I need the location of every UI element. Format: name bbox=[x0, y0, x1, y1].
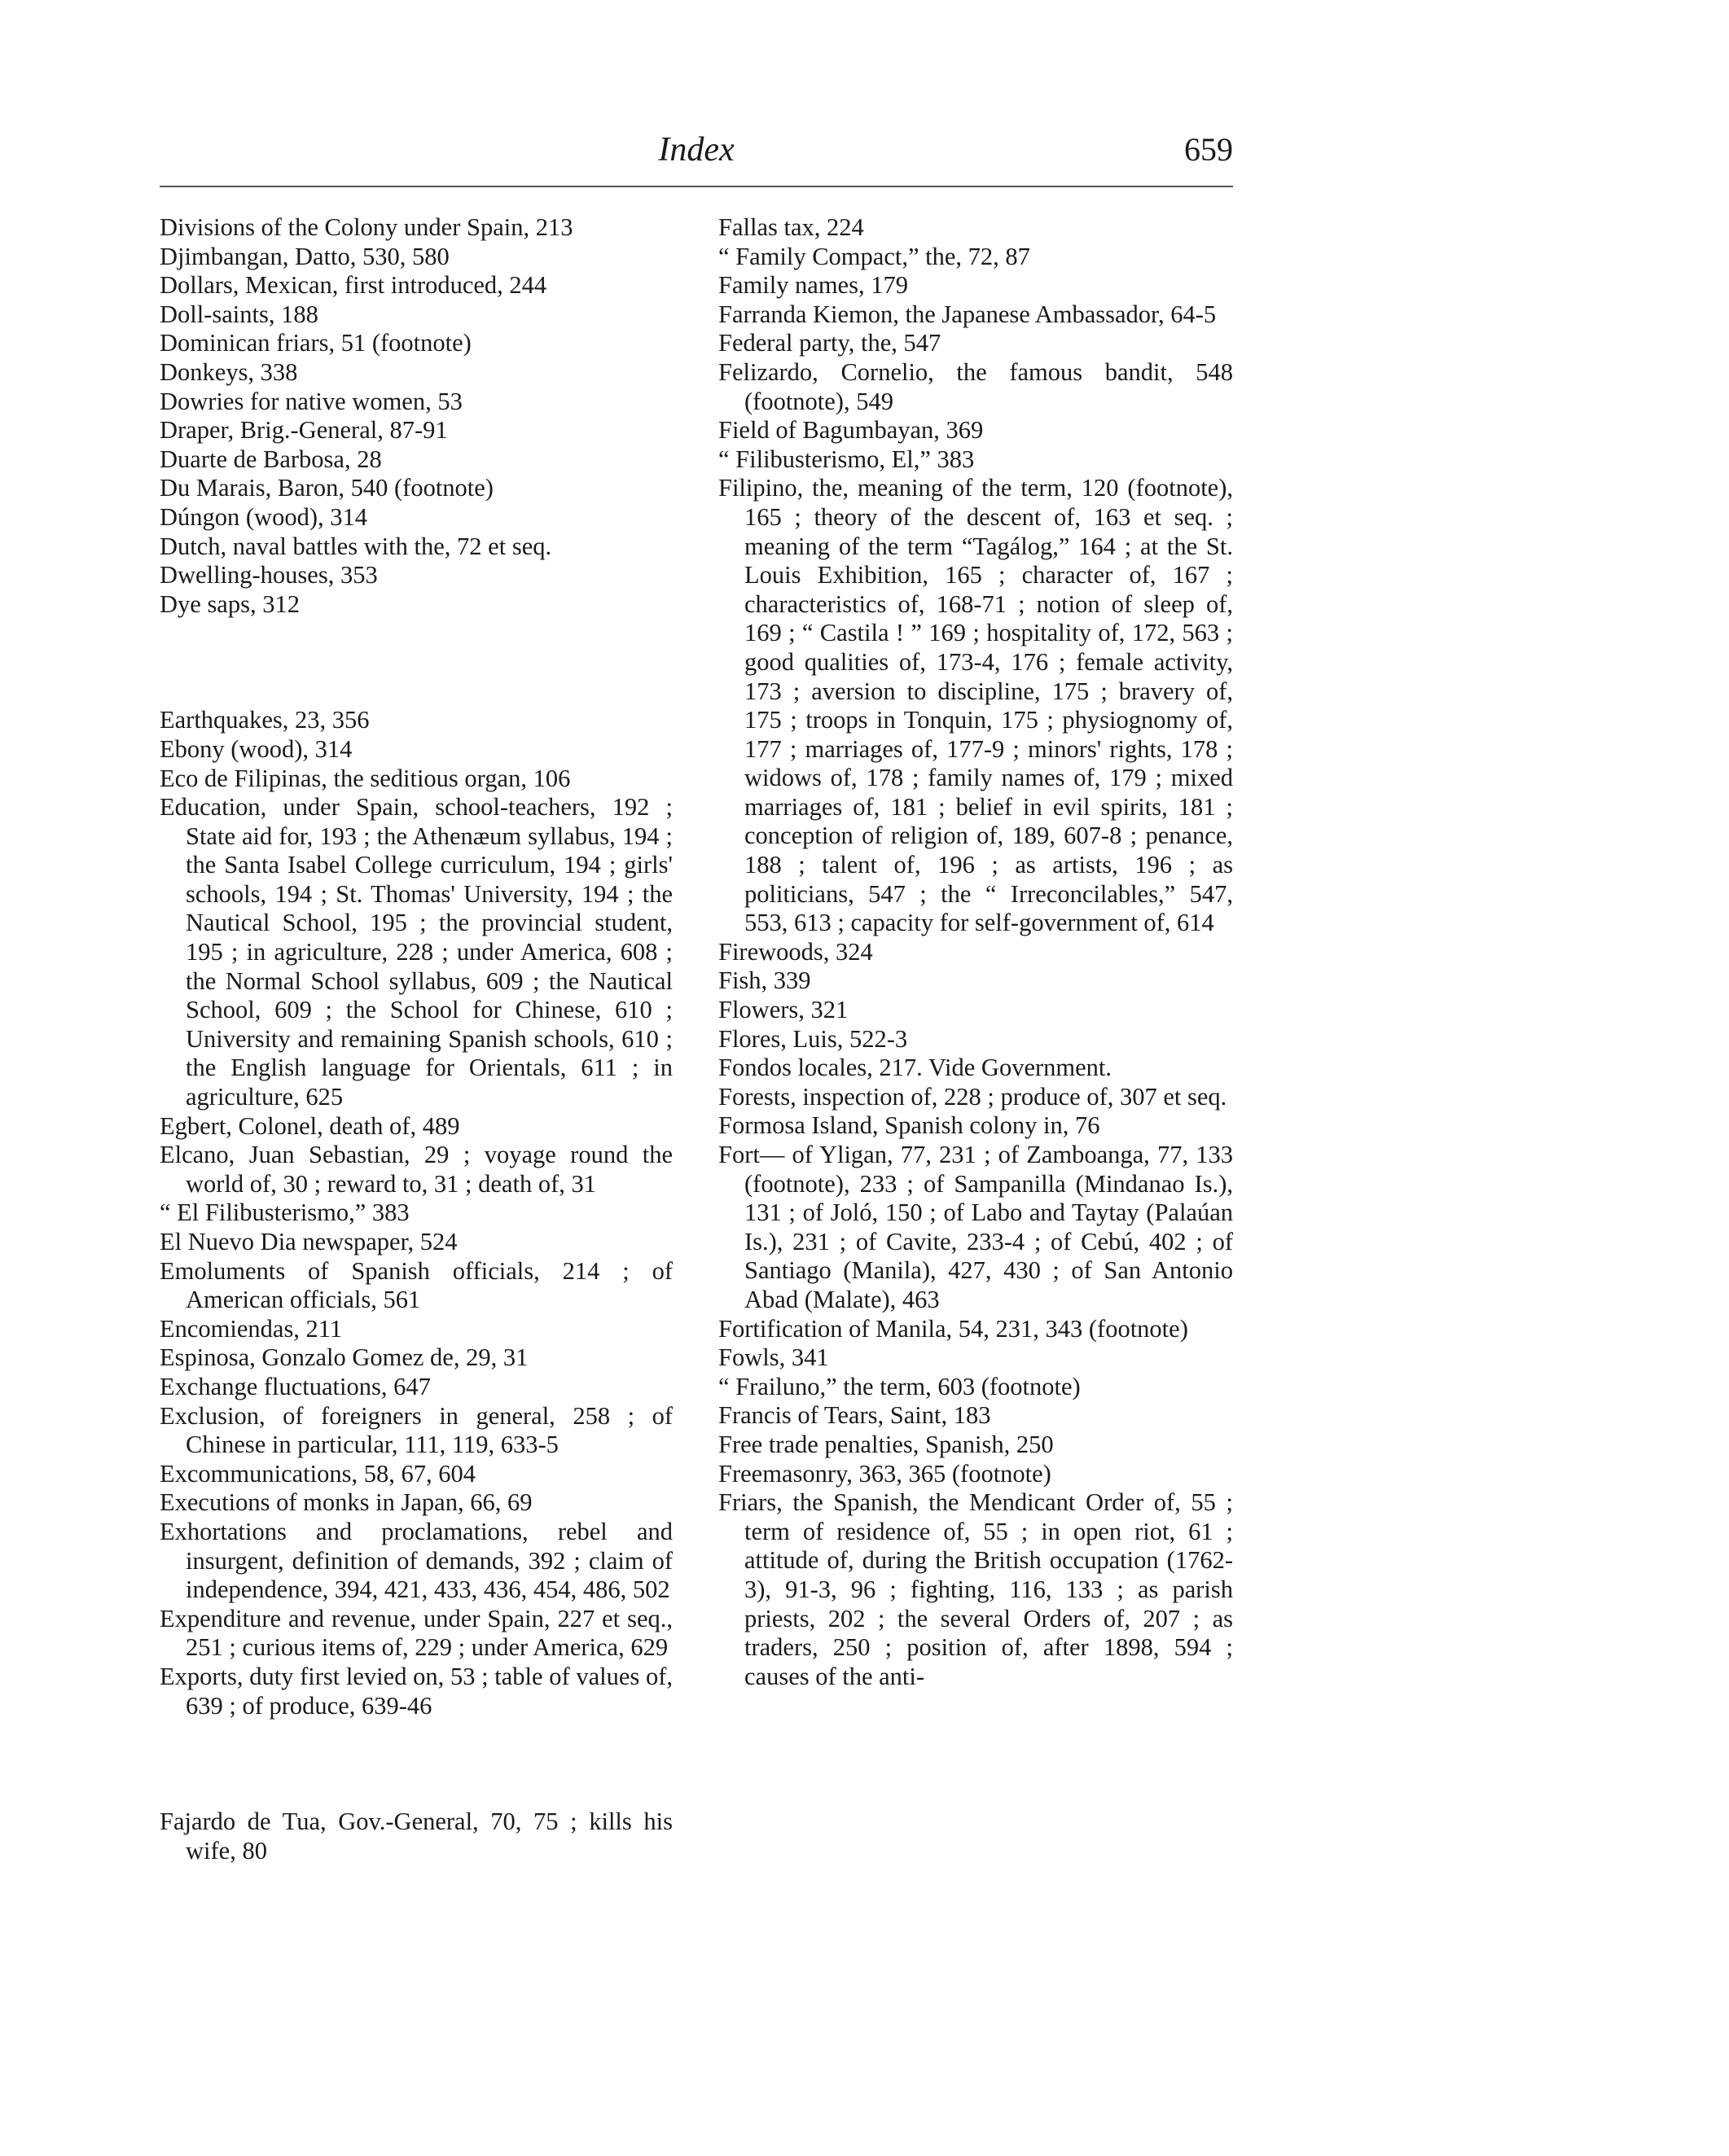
index-entry: Friars, the Spanish, the Mendicant Order of, 55 ; term of residence of, 55 ; in open riot, 61 ; attitude of, during the British occupation (1762-3), 91-3, 96 ; fighting, 116, 133 ; as parish priests, 202 ; the several Orders of, 207 ; as traders, 250 ; position of, after 1898, 594 ; causes of the anti- bbox=[718, 1488, 1233, 1690]
index-entry: Dye saps, 312 bbox=[160, 589, 300, 618]
index-entry: Elcano, Juan Sebastian, 29 ; voyage round the world of, 30 ; reward to, 31 ; death of, 31 bbox=[160, 1141, 673, 1198]
section-gap bbox=[160, 619, 673, 706]
index-entry: Fish, 339 bbox=[718, 966, 811, 995]
index-entry: Forests, inspection of, 228 ; produce of, 307 et seq. bbox=[718, 1082, 1227, 1111]
index-entry: Francis of Tears, Saint, 183 bbox=[718, 1401, 991, 1430]
index-entry: Djimbangan, Datto, 530, 580 bbox=[160, 242, 450, 270]
index-entry: Emoluments of Spanish officials, 214 ; of American officials, 561 bbox=[160, 1256, 673, 1314]
index-entry: “ El Filibusterismo,” 383 bbox=[160, 1199, 410, 1227]
index-entry: Fajardo de Tua, Gov.-General, 70, 75 ; kills his wife, 80 bbox=[160, 1808, 673, 1865]
index-entry: Espinosa, Gonzalo Gomez de, 29, 31 bbox=[160, 1343, 529, 1372]
index-entry: Freemasonry, 363, 365 (footnote) bbox=[718, 1459, 1051, 1488]
index-entry: Draper, Brig.-General, 87-91 bbox=[160, 416, 448, 445]
index-entry: Exchange fluctuations, 647 bbox=[160, 1372, 431, 1400]
index-entry: Dollars, Mexican, first introduced, 244 bbox=[160, 271, 547, 300]
index-entry: Firewoods, 324 bbox=[718, 937, 873, 966]
index-entry: Duarte de Barbosa, 28 bbox=[160, 445, 382, 473]
index-entry: Free trade penalties, Spanish, 250 bbox=[718, 1430, 1054, 1458]
running-title: Index bbox=[658, 131, 735, 169]
index-entry: Exhortations and proclamations, rebel and insurgent, definition of demands, 392 ; claim of independence, 394, 421, 433, 436, 454, 486, 502 bbox=[160, 1517, 673, 1604]
index-entry: Fowls, 341 bbox=[718, 1343, 829, 1372]
index-entry: “ Frailuno,” the term, 603 (footnote) bbox=[718, 1372, 1081, 1400]
index-entry: Dowries for native women, 53 bbox=[160, 387, 463, 415]
index-entry: Earthquakes, 23, 356 bbox=[160, 706, 370, 734]
index-entry: Dúngon (wood), 314 bbox=[160, 502, 367, 531]
index-entry: Dominican friars, 51 (footnote) bbox=[160, 329, 472, 357]
index-entry: Education, under Spain, school-teachers, 192 ; State aid for, 193 ; the Athenæum syllabus, 194 ; the Santa Isabel College curriculum, 194 ; girls' schools, 194 ; St. Thomas' University, 194 ; the Nautical School, 195 ; the provincial student, 195 ; in agriculture, 228 ; under America, 608 ; the Normal School syllabus, 609 ; the Nautical School, 609 ; the School for Chinese, 610 ; University and remaining Spanish schools, 610 ; the English language for Orientals, 611 ; in agriculture, 625 bbox=[160, 793, 673, 1111]
index-entry: Eco de Filipinas, the seditious organ, 106 bbox=[160, 764, 571, 792]
index-entry: Felizardo, Cornelio, the famous bandit, 548 (footnote), 549 bbox=[718, 357, 1233, 415]
index-entry: Fallas tax, 224 bbox=[718, 213, 864, 241]
index-entry: Egbert, Colonel, death of, 489 bbox=[160, 1111, 460, 1140]
index-entry: Expenditure and revenue, under Spain, 227 et seq., 251 ; curious items of, 229 ; under America, 629 bbox=[160, 1604, 673, 1662]
index-column-right bbox=[718, 213, 1233, 1691]
index-entry: Flores, Luis, 522-3 bbox=[718, 1024, 908, 1053]
index-entry: Du Marais, Baron, 540 (footnote) bbox=[160, 474, 494, 502]
index-entry: Encomiendas, 211 bbox=[160, 1314, 343, 1343]
index-entry: Farranda Kiemon, the Japanese Ambassador, 64-5 bbox=[718, 300, 1217, 328]
index-entry: El Nuevo Dia newspaper, 524 bbox=[160, 1228, 458, 1255]
index-entry: Exports, duty first levied on, 53 ; table of values of, 639 ; of produce, 639-46 bbox=[160, 1662, 673, 1720]
index-entry: Filipino, the, meaning of the term, 120 (footnote), 165 ; theory of the descent of, 163 et seq. ; meaning of the term “Tagálog,” 164 ; at the St. Louis Exhibition, 165 ; character of, 167 ; characteristics of, 168-71 ; notion of sleep of, 169 ; “ Castila ! ” 169 ; hospitality of, 172, 563 ; good qualities of, 173-4, 176 ; female activity, 173 ; aversion to discipline, 175 ; bravery of, 175 ; troops in Tonquin, 175 ; physiognomy of, 177 ; marriages of, 177-9 ; minors' rights, 178 ; widows of, 178 ; family names of, 179 ; mixed marriages of, 181 ; belief in evil spirits, 181 ; conception of religion of, 189, 607-8 ; penance, 188 ; talent of, 196 ; as artists, 196 ; as politicians, 547 ; the “ Irreconcilables,” 547, 553, 613 ; capacity for self-government of, 614 bbox=[718, 474, 1233, 937]
index-entry: Excommunications, 58, 67, 604 bbox=[160, 1459, 476, 1488]
index-entry: Exclusion, of foreigners in general, 258 ; of Chinese in particular, 111, 119, 633-5 bbox=[160, 1401, 673, 1459]
index-entry: Fort— of Yligan, 77, 231 ; of Zamboanga, 77, 133 (footnote), 233 ; of Sampanilla (Mindanao Is.), 131 ; of Joló, 150 ; of Labo and Taytay (Palaúan Is.), 231 ; of Cavite, 233-4 ; of Cebú, 402 ; of Santiago (Manila), 427, 430 ; of San Antonio Abad (Malate), 463 bbox=[718, 1141, 1233, 1313]
index-entry: Formosa Island, Spanish colony in, 76 bbox=[718, 1111, 1100, 1140]
index-entry: Donkeys, 338 bbox=[160, 357, 298, 386]
index-entry: Field of Bagumbayan, 369 bbox=[718, 416, 984, 445]
index-entry: Federal party, the, 547 bbox=[718, 329, 941, 357]
index-entry: Dwelling-houses, 353 bbox=[160, 561, 378, 589]
page-number: 659 bbox=[1184, 131, 1233, 168]
index-entry: Flowers, 321 bbox=[718, 996, 849, 1024]
index-entry: Fortification of Manila, 54, 231, 343 (footnote) bbox=[718, 1314, 1188, 1343]
index-entry: Doll-saints, 188 bbox=[160, 300, 318, 328]
index-column-left bbox=[160, 213, 673, 1865]
section-gap bbox=[160, 1720, 673, 1808]
index-entry: Fondos locales, 217. Vide Government. bbox=[718, 1054, 1112, 1082]
index-entry: Family names, 179 bbox=[718, 271, 908, 300]
index-entry: Executions of monks in Japan, 66, 69 bbox=[160, 1488, 533, 1517]
index-entry: “ Filibusterismo, El,” 383 bbox=[718, 445, 975, 473]
page-header bbox=[160, 130, 1233, 179]
index-entry: Divisions of the Colony under Spain, 213 bbox=[160, 213, 573, 241]
index-entry: Ebony (wood), 314 bbox=[160, 734, 353, 763]
index-entry: Dutch, naval battles with the, 72 et seq. bbox=[160, 532, 552, 560]
index-entry: “ Family Compact,” the, 72, 87 bbox=[718, 242, 1030, 270]
header-rule bbox=[160, 186, 1233, 187]
